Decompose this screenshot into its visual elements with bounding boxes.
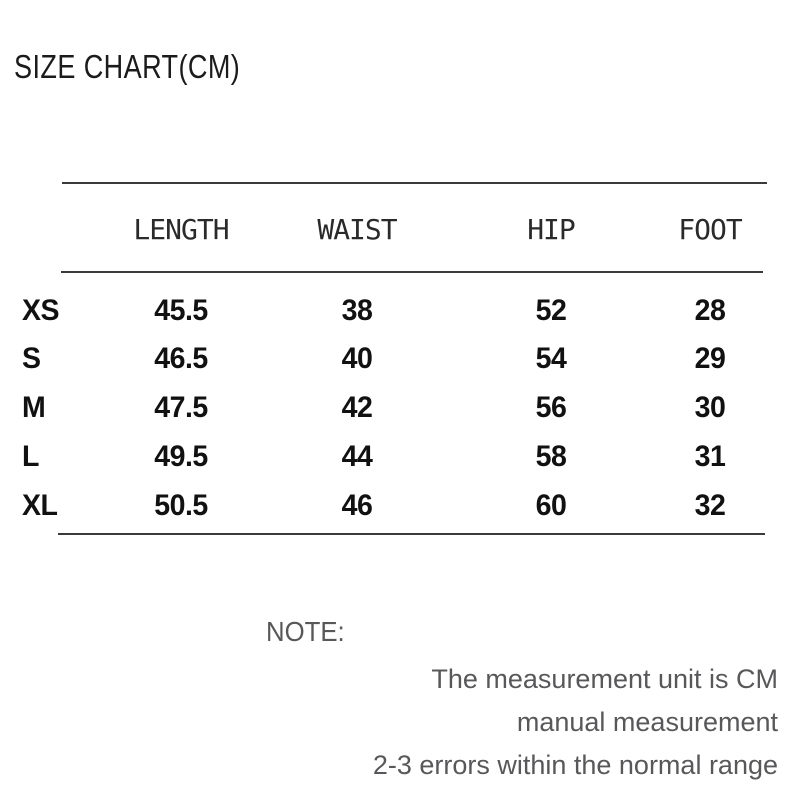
hip-value: 54 <box>535 342 567 375</box>
foot-value: 31 <box>694 440 726 473</box>
length-value: 45.5 <box>154 294 208 327</box>
table-row-m <box>0 391 800 425</box>
foot-value: 28 <box>694 294 726 327</box>
note-line: manual measurement <box>516 707 778 737</box>
size-label: L <box>22 440 39 473</box>
table-row-s <box>0 342 800 376</box>
length-value: 49.5 <box>154 440 208 473</box>
column-header-hip: HIP <box>527 213 575 246</box>
table-header-row <box>0 212 800 248</box>
table-rule-header-bottom <box>61 271 763 273</box>
page-title: SIZE CHART(CM) <box>14 48 241 85</box>
hip-value: 60 <box>535 489 567 522</box>
hip-value: 58 <box>535 440 567 473</box>
size-label: M <box>22 391 46 424</box>
waist-value: 44 <box>341 440 373 473</box>
hip-value: 56 <box>535 391 567 424</box>
hip-value: 52 <box>535 294 567 327</box>
size-label: XL <box>22 489 58 522</box>
note-heading: NOTE: <box>266 616 345 647</box>
length-value: 50.5 <box>154 489 208 522</box>
foot-value: 30 <box>694 391 726 424</box>
length-value: 46.5 <box>154 342 208 375</box>
waist-value: 38 <box>341 294 373 327</box>
table-row-xs <box>0 294 800 328</box>
table-row-xl <box>0 489 800 523</box>
size-label: XS <box>22 294 60 327</box>
column-header-length: LENGTH <box>133 213 229 246</box>
column-header-waist: WAIST <box>317 213 397 246</box>
foot-value: 32 <box>694 489 726 522</box>
size-label: S <box>22 342 41 375</box>
column-header-foot: FOOT <box>678 213 742 246</box>
table-row-l <box>0 440 800 474</box>
note-line: 2-3 errors within the normal range <box>372 750 778 780</box>
waist-value: 46 <box>341 489 373 522</box>
length-value: 47.5 <box>154 391 208 424</box>
note-text-block <box>0 658 778 787</box>
waist-value: 40 <box>341 342 373 375</box>
note-line: The measurement unit is CM <box>431 664 778 694</box>
waist-value: 42 <box>341 391 373 424</box>
foot-value: 29 <box>694 342 726 375</box>
table-rule-bottom <box>58 533 765 535</box>
table-rule-top <box>62 182 767 184</box>
